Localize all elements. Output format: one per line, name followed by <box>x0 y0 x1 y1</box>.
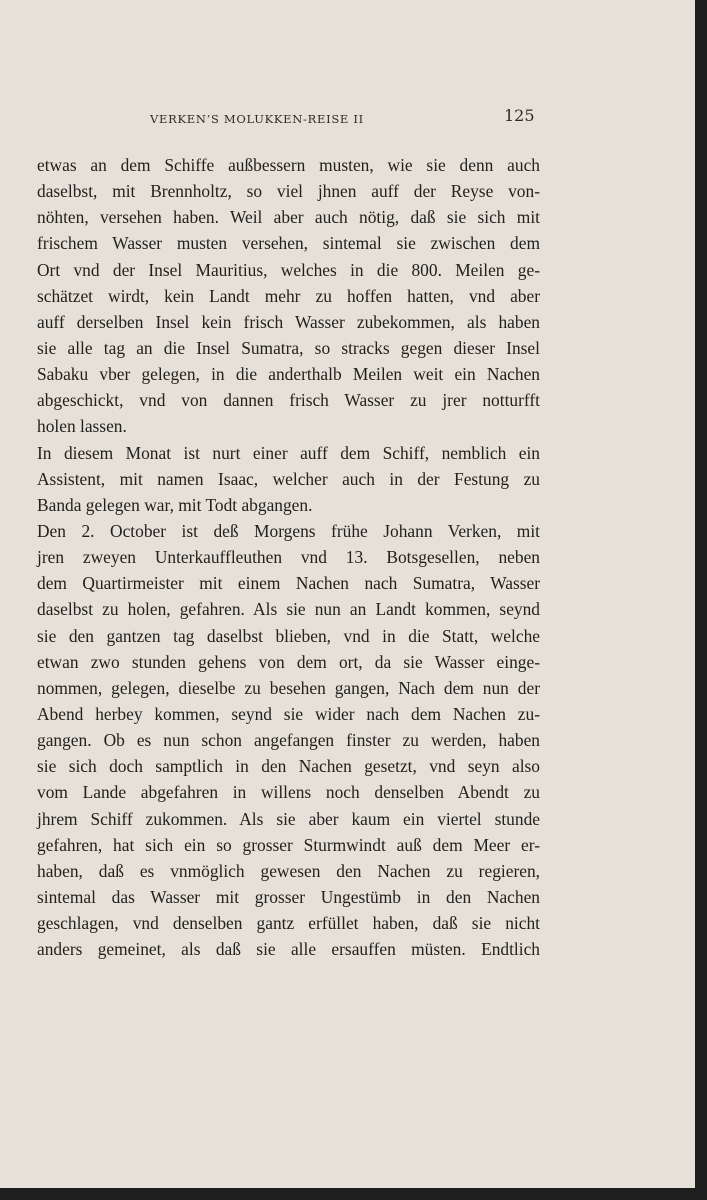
text-line: frischem Wasser musten versehen, sintemal sie zwischen dem <box>37 233 540 254</box>
text-line: Abend herbey kommen, seynd sie wider nach dem Nachen zu- <box>37 703 540 724</box>
text-line: vom Lande abgefahren in willens noch denselben Abendt zu <box>37 782 540 803</box>
text-line: anders gemeinet, als daß sie alle ersauffen müsten. Endtlich <box>37 939 540 960</box>
running-head <box>0 104 695 134</box>
text-line: sie sich doch samptlich in den Nachen gesetzt, vnd seyn also <box>37 756 540 777</box>
text-line: sintemal das Wasser mit grosser Ungestümb in den Nachen <box>37 886 540 907</box>
text-line: daselbst zu holen, gefahren. Als sie nun an Landt kommen, seynd <box>37 599 540 620</box>
text-line: In diesem Monat ist nurt einer auff dem Schiff, nemblich ein <box>37 442 540 463</box>
page-edge-bottom <box>0 1188 707 1200</box>
text-line: auff derselben Insel kein frisch Wasser zubekommen, als haben <box>37 311 540 332</box>
text-line: Banda gelegen war, mit Todt abgangen. <box>37 494 313 515</box>
text-line: jhrem Schiff zukommen. Als sie aber kaum ein viertel stunde <box>37 808 540 829</box>
running-title: VERKEN’S MOLUKKEN-REISE II <box>150 112 364 126</box>
text-line: holen lassen. <box>37 416 127 437</box>
body-text <box>37 152 540 962</box>
text-line: dem Quartirmeister mit einem Nachen nach Sumatra, Wasser <box>37 573 540 594</box>
text-line: Assistent, mit namen Isaac, welcher auch in der Festung zu <box>37 468 540 489</box>
text-line: jren zweyen Unterkauffleuthen vnd 13. Botsgesellen, neben <box>37 547 540 568</box>
text-line: abgeschickt, vnd von dannen frisch Wasser zu jrer notturfft <box>37 390 540 411</box>
text-line: gangen. Ob es nun schon angefangen finster zu werden, haben <box>37 730 540 751</box>
text-line: nöhten, versehen haben. Weil aber auch nötig, daß sie sich mit <box>37 207 540 228</box>
text-line: nommen, gelegen, dieselbe zu besehen gangen, Nach dem nun der <box>37 677 540 698</box>
text-line: gefahren, hat sich ein so grosser Sturmwindt auß dem Meer er- <box>37 834 540 855</box>
text-line: geschlagen, vnd denselben gantz erfüllet haben, daß sie nicht <box>37 913 540 934</box>
page-edge-right <box>695 0 707 1200</box>
text-line: etwas an dem Schiffe außbessern musten, wie sie denn auch <box>37 155 540 175</box>
text-line: Sabaku vber gelegen, in die anderthalb Meilen weit ein Nachen <box>37 364 540 385</box>
text-line: schätzet wirdt, kein Landt mehr zu hoffen hatten, vnd aber <box>37 285 540 306</box>
text-line: Ort vnd der Insel Mauritius, welches in die 800. Meilen ge- <box>37 259 540 280</box>
text-line: sie alle tag an die Insel Sumatra, so stracks gegen dieser Insel <box>37 337 540 358</box>
page-number: 125 <box>504 106 535 125</box>
text-line: sie den gantzen tag daselbst blieben, vnd in die Statt, welche <box>37 625 540 646</box>
text-line: daselbst, mit Brennholtz, so viel jhnen auff der Reyse von- <box>37 181 540 202</box>
text-line: haben, daß es vnmöglich gewesen den Nachen zu regieren, <box>37 860 540 881</box>
text-line: etwan zwo stunden gehens von dem ort, da sie Wasser einge- <box>37 651 540 672</box>
text-line: Den 2. October ist deß Morgens frühe Johann Verken, mit <box>37 520 540 541</box>
